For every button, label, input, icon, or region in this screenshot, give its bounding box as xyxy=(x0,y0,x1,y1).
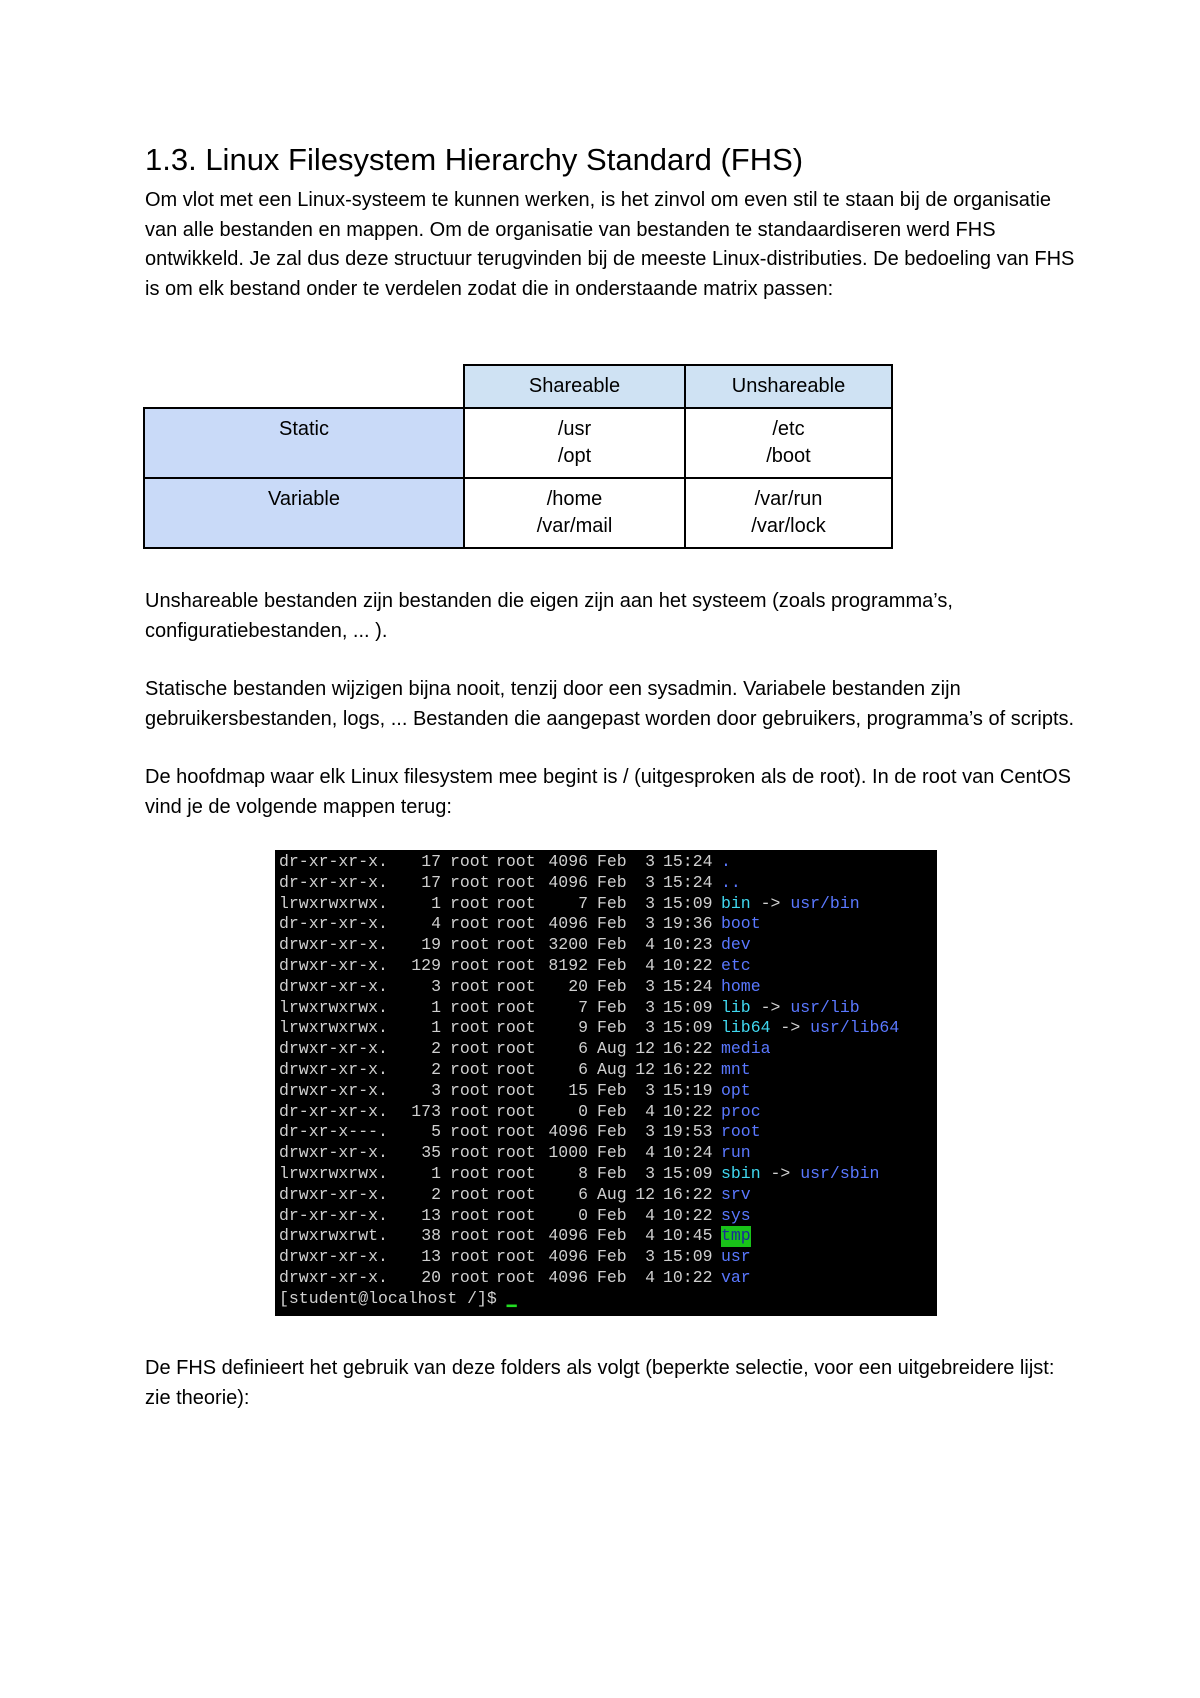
entry-permissions: drwxr-xr-x. xyxy=(279,1267,388,1287)
entry-name: dev xyxy=(721,935,751,955)
entry-name: lib64 xyxy=(721,1018,771,1038)
entry-name: bin xyxy=(721,893,751,913)
entry-day: 12 xyxy=(635,1059,655,1079)
entry-time: 10:23 xyxy=(663,935,713,955)
entry-link-count: 13 xyxy=(421,1247,441,1267)
entry-day: 4 xyxy=(645,1226,655,1246)
entry-group: root xyxy=(496,1080,536,1100)
entry-month: Feb xyxy=(597,1247,627,1267)
matrix-cell-line: /home xyxy=(546,488,603,510)
terminal-row xyxy=(279,998,937,1019)
entry-name: home xyxy=(721,976,761,996)
entry-size: 1000 xyxy=(548,1143,588,1163)
entry-size: 3200 xyxy=(548,935,588,955)
entry-month: Feb xyxy=(597,1101,627,1121)
entry-owner: root xyxy=(450,1039,490,1059)
entry-link-count: 4 xyxy=(431,914,441,934)
paragraph-intro: Om vlot met een Linux-systeem te kunnen werken, is het zinvol om even stil te staan bij de organisatie van alle bestanden en mappen. Om de organisatie van bestanden te standaardiseren werd FHS ontwikkeld. Je zal dus deze structuur terugvinden bij de meeste Linux-distributies. De bedoeling van FHS is om elk bestand onder te verdelen zodat die in onderstaande matrix passen: xyxy=(145,189,1075,300)
entry-owner: root xyxy=(450,852,490,871)
entry-link-count: 35 xyxy=(421,1143,441,1163)
entry-owner: root xyxy=(450,1080,490,1100)
entry-name: var xyxy=(721,1267,751,1287)
terminal-row xyxy=(279,956,937,977)
entry-group: root xyxy=(496,1122,536,1142)
entry-time: 15:09 xyxy=(663,1018,713,1038)
entry-name: sys xyxy=(721,1205,751,1225)
entry-link-count: 13 xyxy=(421,1205,441,1225)
entry-time: 15:24 xyxy=(663,872,713,892)
entry-link-count: 173 xyxy=(411,1101,441,1121)
entry-owner: root xyxy=(450,872,490,892)
entry-link-arrow: -> xyxy=(750,997,791,1017)
entry-size: 4096 xyxy=(548,852,588,871)
entry-name: opt xyxy=(721,1080,751,1100)
entry-permissions: drwxr-xr-x. xyxy=(279,1059,388,1079)
entry-time: 15:24 xyxy=(663,976,713,996)
entry-group: root xyxy=(496,1184,536,1204)
section-heading: 1.3. Linux Filesystem Hierarchy Standard (FHS) xyxy=(145,142,804,177)
entry-day: 3 xyxy=(645,1247,655,1267)
entry-name: run xyxy=(721,1143,751,1163)
matrix-cell-line: /usr xyxy=(557,418,592,440)
entry-day: 3 xyxy=(645,893,655,913)
entry-link-target: usr/bin xyxy=(790,893,860,913)
entry-day: 3 xyxy=(645,1080,655,1100)
entry-permissions: drwxr-xr-x. xyxy=(279,1247,388,1267)
entry-day: 3 xyxy=(645,852,655,871)
entry-permissions: lrwxrwxrwx. xyxy=(279,1163,388,1183)
matrix-cell-line: /var/run xyxy=(754,488,823,510)
terminal-prompt: [student@localhost /]$ xyxy=(279,1288,507,1308)
entry-size: 6 xyxy=(578,1039,588,1059)
entry-permissions: dr-xr-xr-x. xyxy=(279,872,388,892)
terminal-row xyxy=(279,977,937,998)
entry-time: 10:24 xyxy=(663,1143,713,1163)
entry-size: 7 xyxy=(578,893,588,913)
entry-permissions: drwxr-xr-x. xyxy=(279,1080,388,1100)
entry-group: root xyxy=(496,1059,536,1079)
entry-month: Feb xyxy=(597,1080,627,1100)
entry-month: Feb xyxy=(597,997,627,1017)
entry-name: usr xyxy=(721,1247,751,1267)
entry-month: Aug xyxy=(597,1184,627,1204)
entry-month: Aug xyxy=(597,1039,627,1059)
entry-name: lib xyxy=(721,997,751,1017)
matrix-cell-variable-unshareable xyxy=(685,478,892,548)
entry-time: 19:53 xyxy=(663,1122,713,1142)
entry-day: 3 xyxy=(645,1018,655,1038)
terminal-row xyxy=(279,1102,937,1123)
terminal-row xyxy=(279,1143,937,1164)
entry-size: 0 xyxy=(578,1101,588,1121)
entry-day: 4 xyxy=(645,1143,655,1163)
terminal-row xyxy=(279,1122,937,1143)
entry-month: Feb xyxy=(597,1122,627,1142)
entry-size: 15 xyxy=(568,1080,588,1100)
entry-time: 16:22 xyxy=(663,1184,713,1204)
terminal-row xyxy=(279,1164,937,1185)
entry-link-count: 1 xyxy=(431,997,441,1017)
entry-group: root xyxy=(496,997,536,1017)
entry-group: root xyxy=(496,852,536,871)
entry-month: Feb xyxy=(597,914,627,934)
matrix-rowhead-variable: Variable xyxy=(144,478,464,548)
entry-size: 7 xyxy=(578,997,588,1017)
entry-month: Feb xyxy=(597,1205,627,1225)
entry-month: Feb xyxy=(597,1267,627,1287)
entry-permissions: drwxr-xr-x. xyxy=(279,1143,388,1163)
entry-link-count: 2 xyxy=(431,1184,441,1204)
entry-time: 15:09 xyxy=(663,1247,713,1267)
entry-day: 3 xyxy=(645,1122,655,1142)
terminal-row xyxy=(279,1268,937,1289)
entry-time: 10:45 xyxy=(663,1226,713,1246)
terminal-row xyxy=(279,852,937,873)
terminal-output xyxy=(275,850,937,1316)
entry-group: root xyxy=(496,1247,536,1267)
entry-link-target: usr/sbin xyxy=(800,1163,880,1183)
entry-month: Feb xyxy=(597,1143,627,1163)
matrix-row-static xyxy=(144,408,892,478)
entry-size: 4096 xyxy=(548,1122,588,1142)
matrix-cell-line: /opt xyxy=(557,445,592,467)
paragraph-static: Statische bestanden wijzigen bijna nooit, tenzij door een sysadmin. Variabele bestanden zijn gebruikersbestanden, logs, ... Bestanden die aangepast worden door gebruikers, programma’s of scripts. xyxy=(145,678,1075,730)
terminal-row xyxy=(279,873,937,894)
entry-permissions: dr-xr-xr-x. xyxy=(279,1101,388,1121)
entry-time: 10:22 xyxy=(663,1101,713,1121)
entry-time: 10:22 xyxy=(663,955,713,975)
paragraph-unshareable: Unshareable bestanden zijn bestanden die eigen zijn aan het systeem (zoals programma’s, configuratiebestanden, ... ). xyxy=(145,590,953,642)
entry-link-count: 20 xyxy=(421,1267,441,1287)
entry-time: 15:19 xyxy=(663,1080,713,1100)
terminal-row xyxy=(279,1185,937,1206)
entry-time: 15:24 xyxy=(663,852,713,871)
entry-permissions: drwxr-xr-x. xyxy=(279,935,388,955)
entry-group: root xyxy=(496,893,536,913)
matrix-cell-line: /var/lock xyxy=(751,515,826,537)
entry-owner: root xyxy=(450,1226,490,1246)
entry-permissions: drwxr-xr-x. xyxy=(279,1184,388,1204)
matrix-row-variable xyxy=(144,478,892,548)
entry-month: Feb xyxy=(597,935,627,955)
terminal-row xyxy=(279,1247,937,1268)
matrix-header-shareable: Shareable xyxy=(464,365,685,408)
entry-link-count: 129 xyxy=(411,955,441,975)
entry-permissions: drwxr-xr-x. xyxy=(279,1039,388,1059)
entry-link-count: 38 xyxy=(421,1226,441,1246)
entry-group: root xyxy=(496,1018,536,1038)
entry-month: Feb xyxy=(597,976,627,996)
entry-link-count: 5 xyxy=(431,1122,441,1142)
entry-size: 9 xyxy=(578,1018,588,1038)
entry-group: root xyxy=(496,976,536,996)
entry-size: 20 xyxy=(568,976,588,996)
entry-size: 6 xyxy=(578,1059,588,1079)
entry-owner: root xyxy=(450,955,490,975)
entry-link-count: 3 xyxy=(431,1080,441,1100)
entry-month: Aug xyxy=(597,1059,627,1079)
terminal-row xyxy=(279,914,937,935)
matrix-header-unshareable: Unshareable xyxy=(685,365,892,408)
paragraph-root: De hoofdmap waar elk Linux filesystem mee begint is / (uitgesproken als de root). In de root van CentOS vind je de volgende mappen terug: xyxy=(145,766,1072,818)
entry-owner: root xyxy=(450,935,490,955)
terminal-row xyxy=(279,935,937,956)
matrix-header-row xyxy=(144,365,892,408)
entry-time: 15:09 xyxy=(663,893,713,913)
entry-permissions: drwxrwxrwt. xyxy=(279,1226,388,1246)
entry-group: root xyxy=(496,935,536,955)
matrix-cell-static-shareable xyxy=(464,408,685,478)
entry-group: root xyxy=(496,1039,536,1059)
matrix-cell-static-unshareable xyxy=(685,408,892,478)
entry-link-target: usr/lib64 xyxy=(810,1018,900,1038)
matrix-corner xyxy=(144,365,464,408)
entry-time: 16:22 xyxy=(663,1059,713,1079)
entry-time: 16:22 xyxy=(663,1039,713,1059)
entry-time: 15:09 xyxy=(663,1163,713,1183)
entry-name: boot xyxy=(721,914,761,934)
entry-day: 4 xyxy=(645,935,655,955)
paragraph-fhs: De FHS definieert het gebruik van deze folders als volgt (beperkte selectie, voor een uitgebreidere lijst: zie theorie): xyxy=(145,1357,1055,1409)
entry-month: Feb xyxy=(597,852,627,871)
entry-group: root xyxy=(496,955,536,975)
entry-month: Feb xyxy=(597,1163,627,1183)
entry-day: 4 xyxy=(645,1267,655,1287)
entry-size: 8192 xyxy=(548,955,588,975)
entry-owner: root xyxy=(450,1101,490,1121)
entry-owner: root xyxy=(450,976,490,996)
entry-permissions: lrwxrwxrwx. xyxy=(279,893,388,913)
entry-permissions: lrwxrwxrwx. xyxy=(279,997,388,1017)
entry-link-count: 3 xyxy=(431,976,441,996)
entry-owner: root xyxy=(450,1163,490,1183)
entry-permissions: dr-xr-xr-x. xyxy=(279,914,388,934)
entry-link-target: usr/lib xyxy=(790,997,860,1017)
entry-owner: root xyxy=(450,1018,490,1038)
entry-link-arrow: -> xyxy=(770,1018,811,1038)
entry-name: .. xyxy=(721,872,741,892)
entry-name: srv xyxy=(721,1184,751,1204)
entry-day: 4 xyxy=(645,955,655,975)
entry-day: 3 xyxy=(645,976,655,996)
entry-day: 4 xyxy=(645,1205,655,1225)
entry-owner: root xyxy=(450,1205,490,1225)
terminal-row xyxy=(279,1226,937,1247)
entry-group: root xyxy=(496,1267,536,1287)
entry-name: sbin xyxy=(721,1163,761,1183)
entry-size: 6 xyxy=(578,1184,588,1204)
entry-owner: root xyxy=(450,1247,490,1267)
entry-size: 4096 xyxy=(548,1267,588,1287)
entry-permissions: dr-xr-x---. xyxy=(279,1122,388,1142)
terminal-row xyxy=(279,894,937,915)
matrix-cell-variable-shareable xyxy=(464,478,685,548)
entry-permissions: drwxr-xr-x. xyxy=(279,976,388,996)
entry-permissions: dr-xr-xr-x. xyxy=(279,852,388,871)
terminal-prompt-row xyxy=(279,1289,937,1310)
terminal-row xyxy=(279,1081,937,1102)
entry-group: root xyxy=(496,1101,536,1121)
entry-month: Feb xyxy=(597,1226,627,1246)
entry-permissions: drwxr-xr-x. xyxy=(279,955,388,975)
entry-owner: root xyxy=(450,1267,490,1287)
entry-name: root xyxy=(721,1122,761,1142)
entry-link-count: 2 xyxy=(431,1039,441,1059)
entry-link-count: 19 xyxy=(421,935,441,955)
entry-size: 8 xyxy=(578,1163,588,1183)
entry-owner: root xyxy=(450,893,490,913)
entry-time: 10:22 xyxy=(663,1267,713,1287)
entry-link-count: 1 xyxy=(431,1163,441,1183)
entry-size: 4096 xyxy=(548,872,588,892)
entry-day: 3 xyxy=(645,914,655,934)
entry-link-count: 17 xyxy=(421,872,441,892)
entry-name: tmp xyxy=(721,1226,751,1246)
entry-group: root xyxy=(496,1163,536,1183)
entry-link-count: 1 xyxy=(431,893,441,913)
entry-month: Feb xyxy=(597,893,627,913)
entry-time: 15:09 xyxy=(663,997,713,1017)
document-content xyxy=(145,140,1075,1413)
matrix-cell-line: /var/mail xyxy=(536,515,613,537)
entry-time: 19:36 xyxy=(663,914,713,934)
matrix-cell-line: /boot xyxy=(766,445,811,467)
entry-link-count: 17 xyxy=(421,852,441,871)
entry-size: 4096 xyxy=(548,1226,588,1246)
entry-month: Feb xyxy=(597,872,627,892)
entry-permissions: lrwxrwxrwx. xyxy=(279,1018,388,1038)
entry-link-arrow: -> xyxy=(760,1163,801,1183)
entry-name: proc xyxy=(721,1101,761,1121)
entry-name: . xyxy=(721,852,731,871)
entry-link-count: 1 xyxy=(431,1018,441,1038)
entry-day: 3 xyxy=(645,872,655,892)
entry-size: 4096 xyxy=(548,1247,588,1267)
entry-size: 0 xyxy=(578,1205,588,1225)
entry-group: root xyxy=(496,1205,536,1225)
entry-name: mnt xyxy=(721,1059,751,1079)
entry-name: etc xyxy=(721,955,751,975)
entry-day: 12 xyxy=(635,1184,655,1204)
entry-day: 12 xyxy=(635,1039,655,1059)
entry-owner: root xyxy=(450,1059,490,1079)
matrix-cell-line: /etc xyxy=(772,418,805,440)
terminal-row xyxy=(279,1060,937,1081)
entry-group: root xyxy=(496,1143,536,1163)
entry-month: Feb xyxy=(597,955,627,975)
entry-owner: root xyxy=(450,1122,490,1142)
entry-group: root xyxy=(496,1226,536,1246)
terminal-row xyxy=(279,1206,937,1227)
entry-group: root xyxy=(496,872,536,892)
matrix-rowhead-static: Static xyxy=(144,408,464,478)
terminal-cursor: ▁ xyxy=(506,1288,517,1308)
entry-group: root xyxy=(496,914,536,934)
terminal-screenshot xyxy=(275,850,1075,1316)
terminal-row xyxy=(279,1018,937,1039)
entry-permissions: dr-xr-xr-x. xyxy=(279,1205,388,1225)
entry-owner: root xyxy=(450,1143,490,1163)
terminal-row xyxy=(279,1039,937,1060)
entry-day: 3 xyxy=(645,997,655,1017)
entry-size: 4096 xyxy=(548,914,588,934)
entry-name: media xyxy=(721,1039,771,1059)
entry-owner: root xyxy=(450,914,490,934)
entry-day: 3 xyxy=(645,1163,655,1183)
entry-link-arrow: -> xyxy=(750,893,791,913)
entry-month: Feb xyxy=(597,1018,627,1038)
entry-owner: root xyxy=(450,1184,490,1204)
entry-day: 4 xyxy=(645,1101,655,1121)
entry-owner: root xyxy=(450,997,490,1017)
entry-link-count: 2 xyxy=(431,1059,441,1079)
entry-time: 10:22 xyxy=(663,1205,713,1225)
fhs-matrix xyxy=(143,364,893,549)
